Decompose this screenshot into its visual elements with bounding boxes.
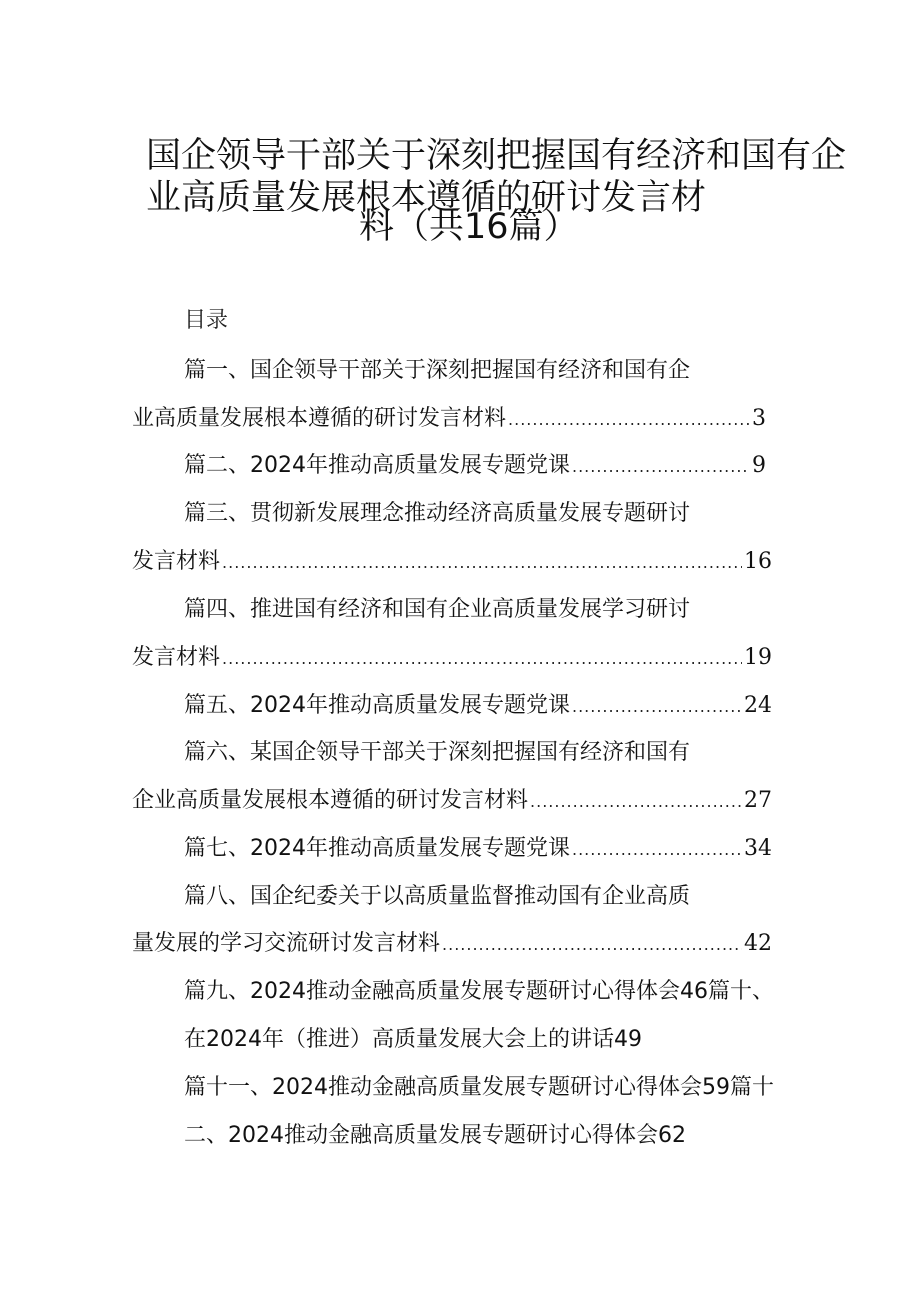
dot-leader [442, 925, 742, 965]
toc-entry-text: 发言材料 [132, 549, 221, 574]
toc-entry-9-line-2[interactable] [184, 1020, 642, 1060]
toc-entry-text: 篇七、2024年推动高质量发展专题党课 [184, 836, 570, 861]
toc-heading: 目录 [184, 308, 229, 333]
toc-entry-text: 篇十一、2024推动金融高质量发展专题研讨心得体会59篇十 [184, 1075, 774, 1100]
toc-entry-3-line-1[interactable] [184, 494, 690, 534]
toc-entry-text: 二、2024推动金融高质量发展专题研讨心得体会62 [184, 1123, 686, 1148]
toc-page-number: 27 [744, 788, 772, 813]
toc-entry-text: 篇二、2024年推动高质量发展专题党课 [184, 453, 570, 478]
dot-leader [572, 447, 750, 487]
toc-entry-4-line-1[interactable] [184, 590, 690, 630]
toc-entry-text: 篇九、2024推动金融高质量发展专题研讨心得体会46篇十、 [184, 979, 774, 1004]
toc-entry-4-line-2[interactable] [132, 638, 772, 678]
document-title-line-2: 业高质量发展根本遵循的研讨发言材 [146, 178, 707, 218]
toc-entry-5[interactable] [184, 686, 772, 726]
document-title-line-3: 料（共16篇） [359, 207, 579, 247]
toc-entry-7[interactable] [184, 829, 772, 869]
toc-page-number: 9 [752, 453, 766, 478]
dot-leader [508, 400, 750, 440]
toc-entry-text: 在2024年（推进）高质量发展大会上的讲话49 [184, 1027, 642, 1052]
toc-entry-9-line-1[interactable] [184, 972, 774, 1012]
toc-page-number: 3 [752, 406, 766, 431]
toc-entry-1-line-2[interactable] [132, 399, 766, 439]
toc-entry-8-line-1[interactable] [184, 877, 690, 917]
dot-leader [530, 782, 742, 822]
toc-page-number: 19 [744, 645, 772, 670]
toc-entry-text: 篇八、国企纪委关于以高质量监督推动国有企业高质 [184, 884, 691, 909]
toc-entry-10-line-2[interactable] [184, 1116, 686, 1156]
toc-entry-text: 篇三、贯彻新发展理念推动经济高质量发展专题研讨 [184, 501, 691, 526]
toc-entry-text: 篇六、某国企领导干部关于深刻把握国有经济和国有 [184, 740, 691, 765]
toc-entry-text: 企业高质量发展根本遵循的研讨发言材料 [132, 788, 529, 813]
dot-leader [222, 639, 742, 679]
toc-entry-10-line-1[interactable] [184, 1068, 774, 1108]
toc-entry-text: 发言材料 [132, 645, 221, 670]
toc-entry-1-line-1[interactable] [184, 351, 690, 391]
toc-entry-3-line-2[interactable] [132, 542, 772, 582]
toc-page-number: 42 [744, 931, 772, 956]
toc-entry-text: 篇四、推进国有经济和国有企业高质量发展学习研讨 [184, 597, 691, 622]
toc-entry-text: 量发展的学习交流研讨发言材料 [132, 931, 441, 956]
dot-leader [572, 830, 742, 870]
toc-entry-8-line-2[interactable] [132, 924, 772, 964]
toc-page-number: 24 [744, 693, 772, 718]
dot-leader [572, 687, 742, 727]
toc-entry-2[interactable] [184, 446, 766, 486]
document-title-line-1: 国企领导干部关于深刻把握国有经济和国有企 [146, 136, 847, 176]
dot-leader [222, 543, 742, 583]
toc-entry-text: 业高质量发展根本遵循的研讨发言材料 [132, 406, 507, 431]
toc-entry-text: 篇五、2024年推动高质量发展专题党课 [184, 693, 570, 718]
toc-page-number: 34 [744, 836, 772, 861]
toc-entry-text: 篇一、国企领导干部关于深刻把握国有经济和国有企 [184, 358, 691, 383]
toc-page-number: 16 [744, 549, 772, 574]
toc-entry-6-line-2[interactable] [132, 781, 772, 821]
toc-entry-6-line-1[interactable] [184, 733, 690, 773]
